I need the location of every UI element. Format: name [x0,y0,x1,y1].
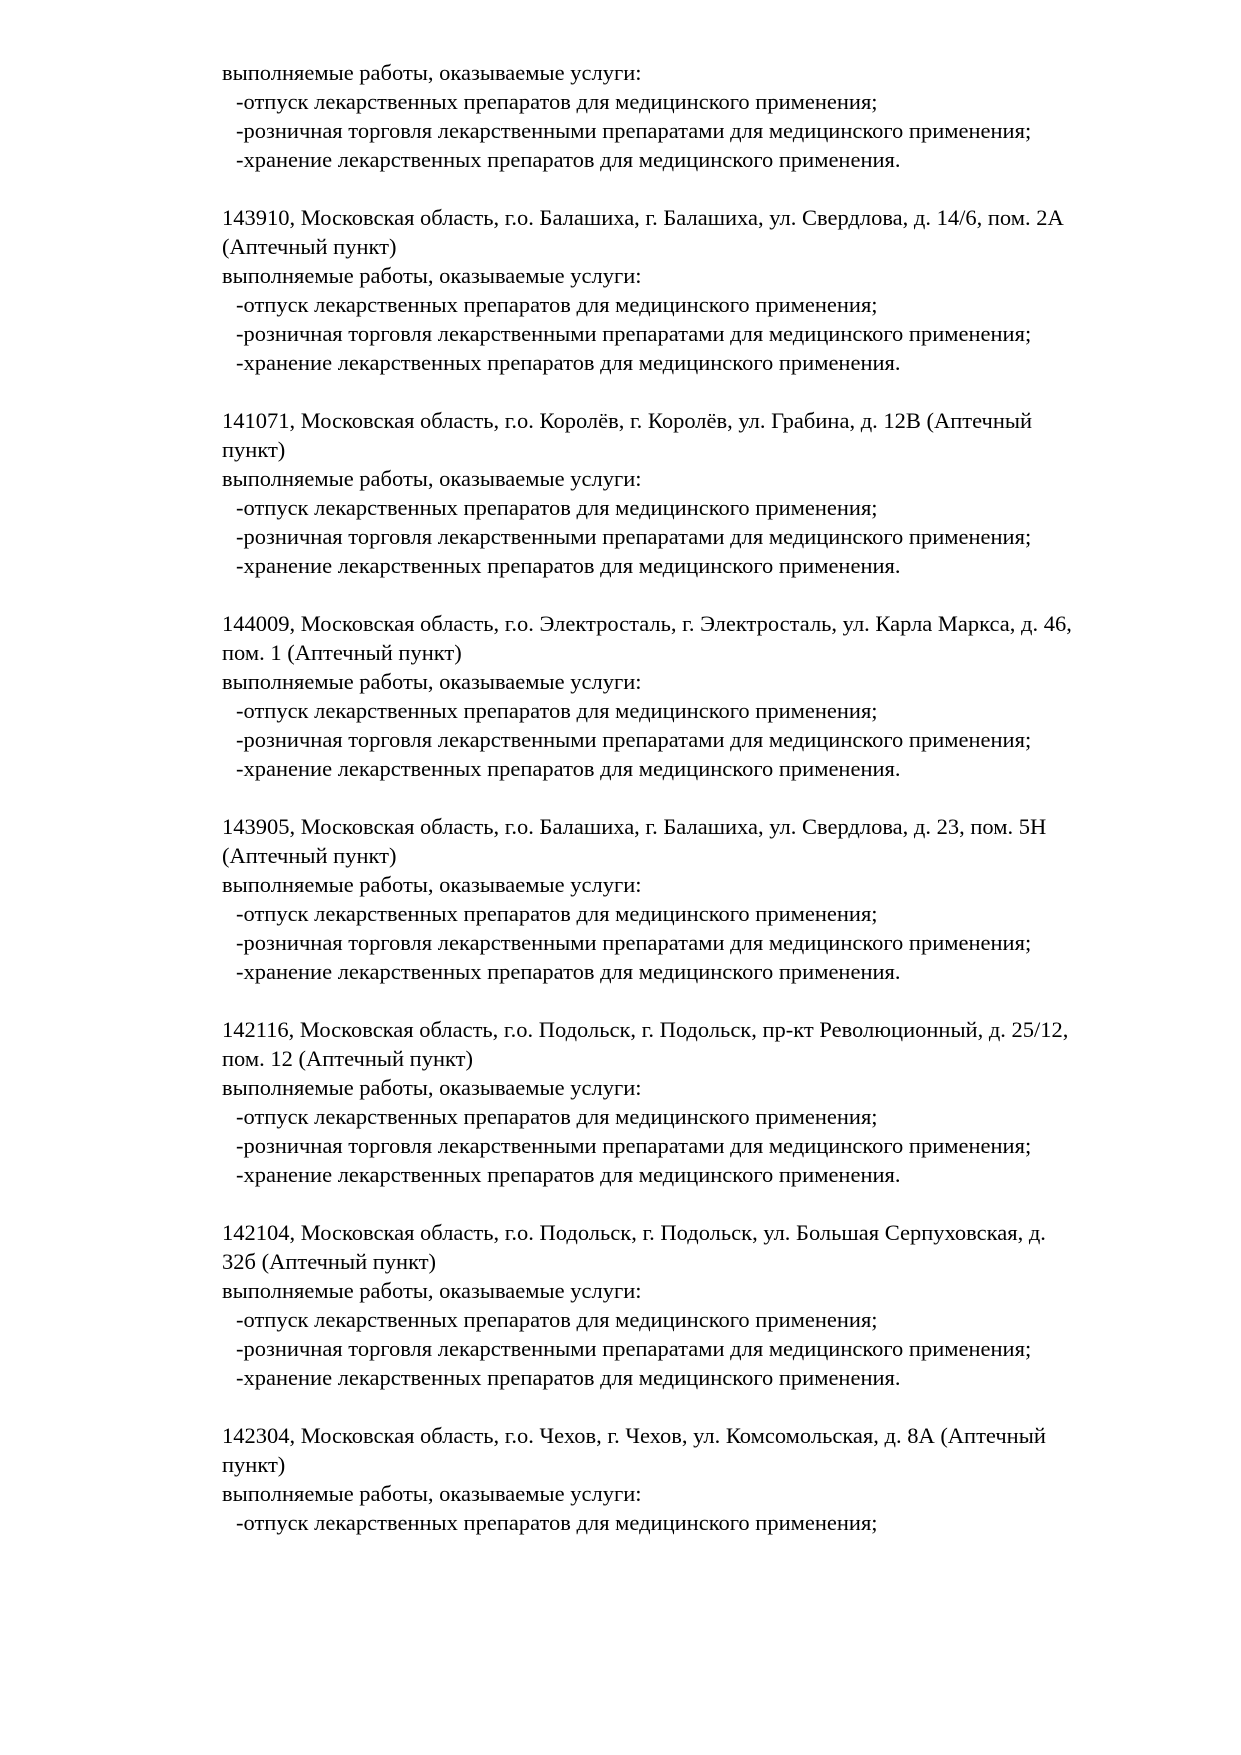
works-label: выполняемые работы, оказываемые услуги: [222,1075,642,1100]
works-label: выполняемые работы, оказываемые услуги: [222,263,642,288]
service-item: -отпуск лекарственных препаратов для медицинского применения; [236,1307,878,1332]
service-item: -хранение лекарственных препаратов для медицинского применения. [236,147,901,172]
address-line: (Аптечный пункт) [222,843,397,868]
service-item: -хранение лекарственных препаратов для медицинского применения. [236,959,901,984]
address-line: пункт) [222,1452,286,1477]
address-entry [222,1421,1192,1537]
works-label: выполняемые работы, оказываемые услуги: [222,872,642,897]
intro-block [222,58,1192,174]
address-line: 143905, Московская область, г.о. Балашиха, г. Балашиха, ул. Свердлова, д. 23, пом. 5Н [222,814,1047,839]
works-label: выполняемые работы, оказываемые услуги: [222,669,642,694]
address-line: (Аптечный пункт) [222,234,397,259]
service-item: -розничная торговля лекарственными препаратами для медицинского применения; [236,1336,1032,1361]
address-line: пом. 12 (Аптечный пункт) [222,1046,473,1071]
address-entry [222,812,1192,986]
service-item: -хранение лекарственных препаратов для медицинского применения. [236,350,901,375]
block-separator [222,174,1192,203]
service-item: -отпуск лекарственных препаратов для медицинского применения; [236,292,878,317]
service-item: -розничная торговля лекарственными препаратами для медицинского применения; [236,524,1032,549]
service-item: -хранение лекарственных препаратов для медицинского применения. [236,1365,901,1390]
service-item: -хранение лекарственных препаратов для медицинского применения. [236,1162,901,1187]
block-separator [222,1189,1192,1218]
works-label: выполняемые работы, оказываемые услуги: [222,1278,642,1303]
address-entry [222,609,1192,783]
address-line: 141071, Московская область, г.о. Королёв, г. Королёв, ул. Грабина, д. 12В (Аптечный [222,408,1033,433]
service-item: -отпуск лекарственных препаратов для медицинского применения; [236,495,878,520]
address-line: 142116, Московская область, г.о. Подольск, г. Подольск, пр-кт Революционный, д. 25/12, [222,1017,1069,1042]
document-page [222,58,1192,1537]
address-line: 144009, Московская область, г.о. Электросталь, г. Электросталь, ул. Карла Маркса, д. 46, [222,611,1072,636]
service-item: -хранение лекарственных препаратов для медицинского применения. [236,553,901,578]
service-item: -отпуск лекарственных препаратов для медицинского применения; [236,1104,878,1129]
address-line: 143910, Московская область, г.о. Балашиха, г. Балашиха, ул. Свердлова, д. 14/6, пом. 2А [222,205,1064,230]
address-line: 32б (Аптечный пункт) [222,1249,437,1274]
address-entry [222,406,1192,580]
service-item: -розничная торговля лекарственными препаратами для медицинского применения; [236,930,1032,955]
address-entry [222,1218,1192,1392]
service-item: -отпуск лекарственных препаратов для медицинского применения; [236,1510,878,1535]
works-label: выполняемые работы, оказываемые услуги: [222,60,642,85]
block-separator [222,377,1192,406]
block-separator [222,783,1192,812]
address-line: пом. 1 (Аптечный пункт) [222,640,462,665]
service-item: -розничная торговля лекарственными препаратами для медицинского применения; [236,321,1032,346]
service-item: -розничная торговля лекарственными препаратами для медицинского применения; [236,727,1032,752]
service-item: -розничная торговля лекарственными препаратами для медицинского применения; [236,1133,1032,1158]
block-separator [222,986,1192,1015]
address-line: 142304, Московская область, г.о. Чехов, г. Чехов, ул. Комсомольская, д. 8А (Аптечный [222,1423,1046,1448]
service-item: -отпуск лекарственных препаратов для медицинского применения; [236,89,878,114]
service-item: -отпуск лекарственных препаратов для медицинского применения; [236,901,878,926]
service-item: -отпуск лекарственных препаратов для медицинского применения; [236,698,878,723]
block-separator [222,1392,1192,1421]
address-line: пункт) [222,437,286,462]
address-entry [222,203,1192,377]
address-line: 142104, Московская область, г.о. Подольск, г. Подольск, ул. Большая Серпуховская, д. [222,1220,1046,1245]
service-item: -хранение лекарственных препаратов для медицинского применения. [236,756,901,781]
works-label: выполняемые работы, оказываемые услуги: [222,1481,642,1506]
address-entry [222,1015,1192,1189]
works-label: выполняемые работы, оказываемые услуги: [222,466,642,491]
service-item: -розничная торговля лекарственными препаратами для медицинского применения; [236,118,1032,143]
block-separator [222,580,1192,609]
